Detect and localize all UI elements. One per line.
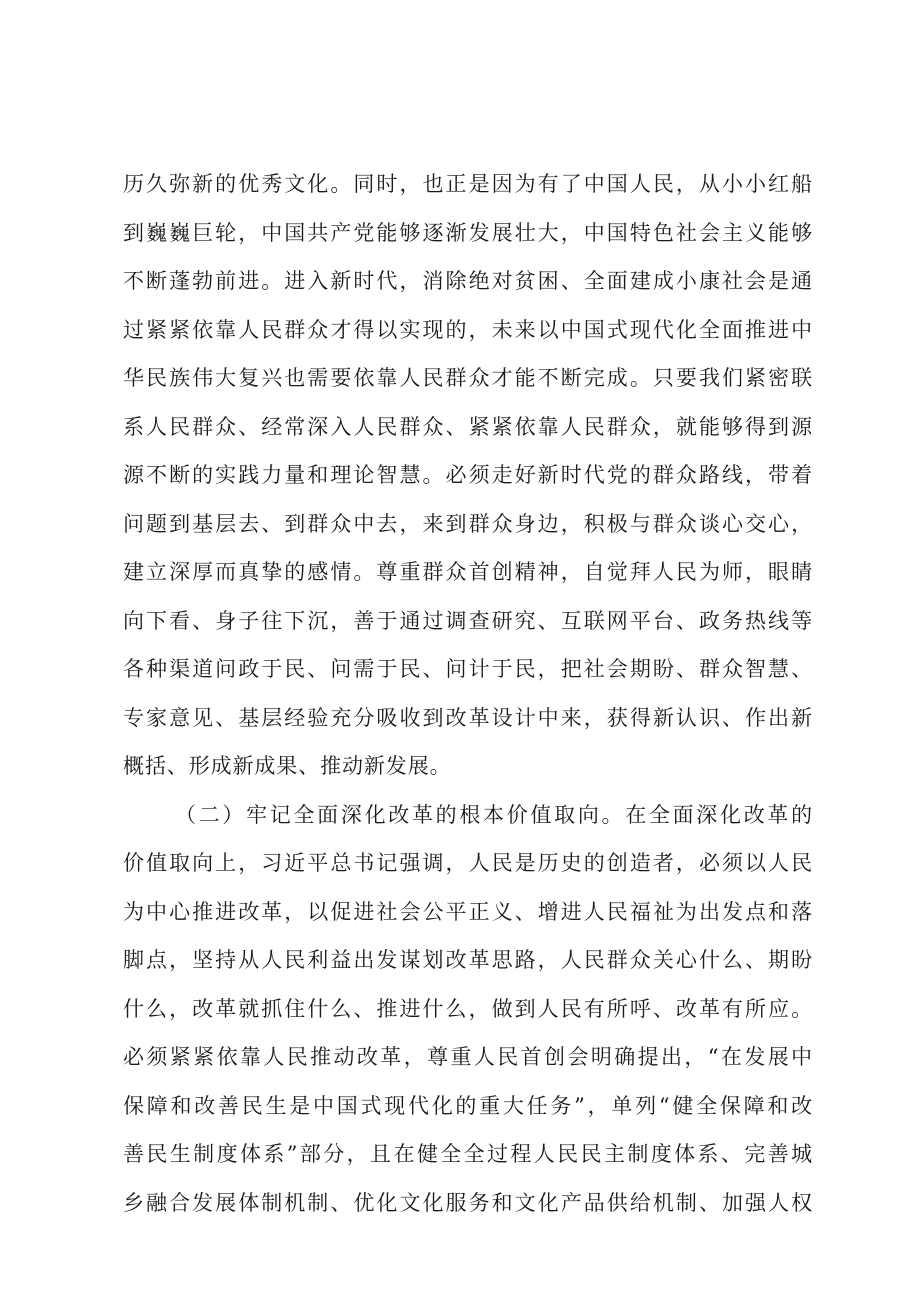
text-line: 必须紧紧依靠人民推动改革，尊重人民首创会明确提出，“在发展中 bbox=[123, 1045, 813, 1069]
text-line: 为中心推进改革，以促进社会公平正义、增进人民福祉为出发点和落 bbox=[123, 899, 813, 924]
text-line: 问题到基层去、到群众中去，来到群众身边，积极与群众谈心交心， bbox=[123, 511, 813, 536]
text-line: 专家意见、基层经验充分吸收到改革设计中来，获得新认识、作出新 bbox=[123, 705, 813, 730]
text-line: 各种渠道问政于民、问需于民、问计于民，把社会期盼、群众智慧、 bbox=[123, 657, 813, 681]
text-line: 乡融合发展体制机制、优化文化服务和文化产品供给机制、加强人权 bbox=[123, 1190, 813, 1215]
section-heading-line: （二）牢记全面深化改革的根本价值取向。在全面深化改革的 bbox=[175, 802, 813, 827]
paragraph-1 bbox=[123, 160, 813, 791]
text-line: 脚点，坚持从人民利益出发谋划改革思路，人民群众关心什么、期盼 bbox=[123, 948, 813, 972]
text-line: 历久弥新的优秀文化。同时，也正是因为有了中国人民，从小小红船 bbox=[123, 172, 813, 196]
text-line: 过紧紧依靠人民群众才得以实现的，未来以中国式现代化全面推进中 bbox=[123, 317, 813, 342]
text-line: 概括、形成新成果、推动新发展。 bbox=[123, 754, 452, 778]
text-line: 不断蓬勃前进。进入新时代，消除绝对贫困、全面建成小康社会是通 bbox=[123, 269, 813, 293]
body-text bbox=[123, 160, 813, 1227]
text-line: 到巍巍巨轮，中国共产党能够逐渐发展壮大，中国特色社会主义能够 bbox=[123, 220, 813, 245]
text-line: 系人民群众、经常深入人民群众、紧紧依靠人民群众，就能够得到源 bbox=[123, 414, 813, 439]
text-line: 向下看、身子往下沉，善于通过调查研究、互联网平台、政务热线等 bbox=[123, 608, 813, 633]
text-line: 源不断的实践力量和理论智慧。必须走好新时代党的群众路线，带着 bbox=[123, 463, 813, 487]
paragraph-2 bbox=[123, 791, 813, 1228]
text-line: 价值取向上，习近平总书记强调，人民是历史的创造者，必须以人民 bbox=[123, 851, 813, 875]
text-line: 保障和改善民生是中国式现代化的重大任务”，单列“健全保障和改 bbox=[123, 1093, 813, 1118]
text-line: 建立深厚而真挚的感情。尊重群众首创精神，自觉拜人民为师，眼睛 bbox=[123, 560, 813, 584]
text-line: 什么，改革就抓住什么、推进什么，做到人民有所呼、改革有所应。 bbox=[123, 996, 813, 1021]
text-line: 善民生制度体系”部分，且在健全全过程人民民主制度体系、完善城 bbox=[123, 1142, 813, 1166]
text-line: 华民族伟大复兴也需要依靠人民群众才能不断完成。只要我们紧密联 bbox=[123, 366, 813, 390]
